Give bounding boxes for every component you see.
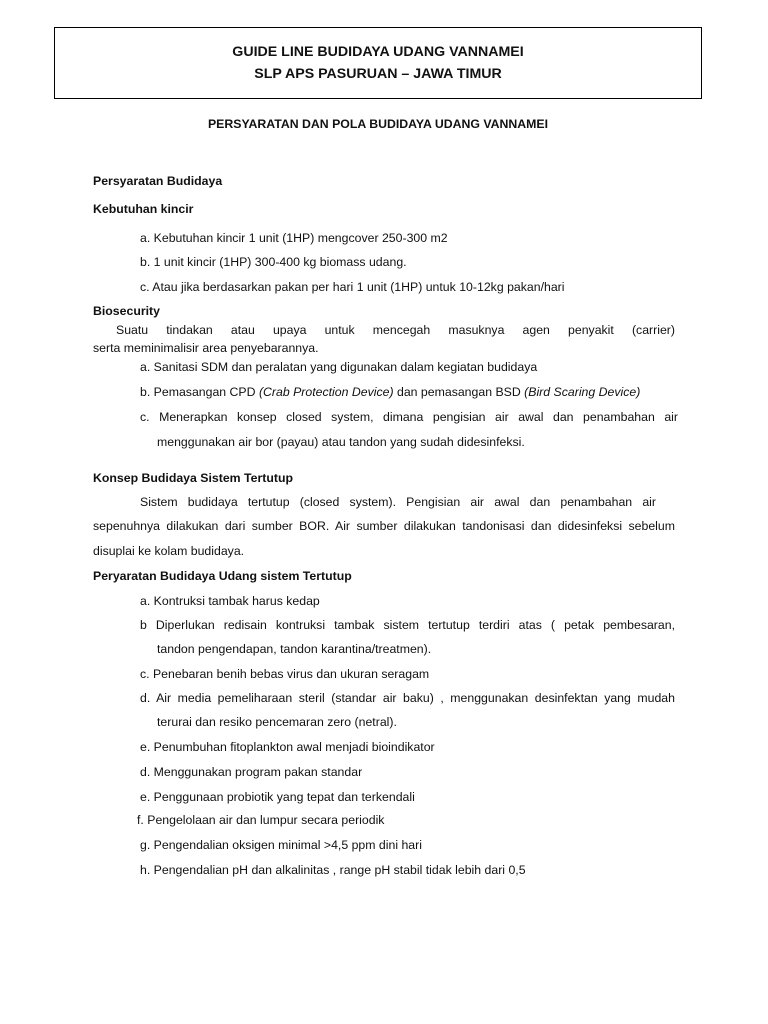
document-location: SLP APS PASURUAN – JAWA TIMUR [254, 66, 502, 82]
biosecurity-item-c: c. Menerapkan konsep closed system, dimana pengisian air awal dan penambahan air [140, 410, 678, 424]
syarat-item: d. Air media pemeliharaan steril (standar air baku) , menggunakan desinfektan yang mudah [140, 691, 675, 705]
biosecurity-paragraph-line: serta meminimalisir area penyebarannya. [93, 341, 319, 355]
syarat-item-cont: tandon pengendapan, tandon karantina/treatmen). [157, 642, 432, 656]
kincir-item: b. 1 unit kincir (1HP) 300-400 kg biomass udang. [140, 255, 407, 269]
syarat-item: f. Pengelolaan air dan lumpur secara periodik [137, 813, 385, 827]
konsep-paragraph-line: sepenuhnya dilakukan dari sumber BOR. Air sumber dilakukan tandonisasi dan didesinfeksi sebelum [93, 519, 675, 533]
biosecurity-item-b-text: dan pemasangan BSD [393, 385, 525, 399]
syarat-item: e. Penumbuhan fitoplankton awal menjadi bioindikator [140, 740, 435, 754]
kincir-heading: Kebutuhan kincir [93, 202, 194, 216]
biosecurity-heading: Biosecurity [93, 304, 160, 318]
kincir-item: a. Kebutuhan kincir 1 unit (1HP) mengcover 250-300 m2 [140, 231, 448, 245]
konsep-paragraph-line: Sistem budidaya tertutup (closed system). Pengisian air awal dan penambahan air [140, 495, 656, 509]
konsep-paragraph-line: disuplai ke kolam budidaya. [93, 544, 245, 558]
biosecurity-item-a: a. Sanitasi SDM dan peralatan yang digunakan dalam kegiatan budidaya [140, 360, 538, 374]
syarat-item: b Diperlukan redisain kontruksi tambak sistem tertutup terdiri atas ( petak pembesaran, [140, 618, 675, 632]
syarat-heading: Peryaratan Budidaya Udang sistem Tertutup [93, 569, 352, 583]
syarat-item: d. Menggunakan program pakan standar [140, 765, 363, 779]
syarat-item-cont: terurai dan resiko pencemaran zero (netral). [157, 715, 397, 729]
syarat-item: h. Pengendalian pH dan alkalinitas , range pH stabil tidak lebih dari 0,5 [140, 863, 526, 877]
konsep-heading: Konsep Budidaya Sistem Tertutup [93, 471, 293, 485]
document-title: GUIDE LINE BUDIDAYA UDANG VANNAMEI [232, 44, 524, 60]
cpd-term: (Crab Protection Device) [258, 385, 394, 399]
syarat-item: e. Penggunaan probiotik yang tepat dan terkendali [140, 790, 415, 804]
biosecurity-item-c-cont: menggunakan air bor (payau) atau tandon yang sudah didesinfeksi. [157, 435, 525, 449]
kincir-item: c. Atau jika berdasarkan pakan per hari 1 unit (1HP) untuk 10-12kg pakan/hari [140, 280, 565, 294]
biosecurity-item-b-text: b. Pemasangan CPD [140, 385, 259, 399]
bsd-term: (Bird Scaring Device) [524, 385, 641, 399]
section-persyaratan-heading: Persyaratan Budidaya [93, 174, 223, 188]
biosecurity-item-b [140, 385, 640, 399]
biosecurity-paragraph-line: Suatu tindakan atau upaya untuk mencegah masuknya agen penyakit (carrier) [116, 323, 675, 337]
syarat-item: c. Penebaran benih bebas virus dan ukuran seragam [140, 667, 430, 681]
syarat-item: a. Kontruksi tambak harus kedap [140, 594, 320, 608]
page-subtitle: PERSYARATAN DAN POLA BUDIDAYA UDANG VANNAMEI [207, 117, 549, 131]
title-box [54, 27, 702, 99]
syarat-item: g. Pengendalian oksigen minimal >4,5 ppm dini hari [140, 838, 422, 852]
